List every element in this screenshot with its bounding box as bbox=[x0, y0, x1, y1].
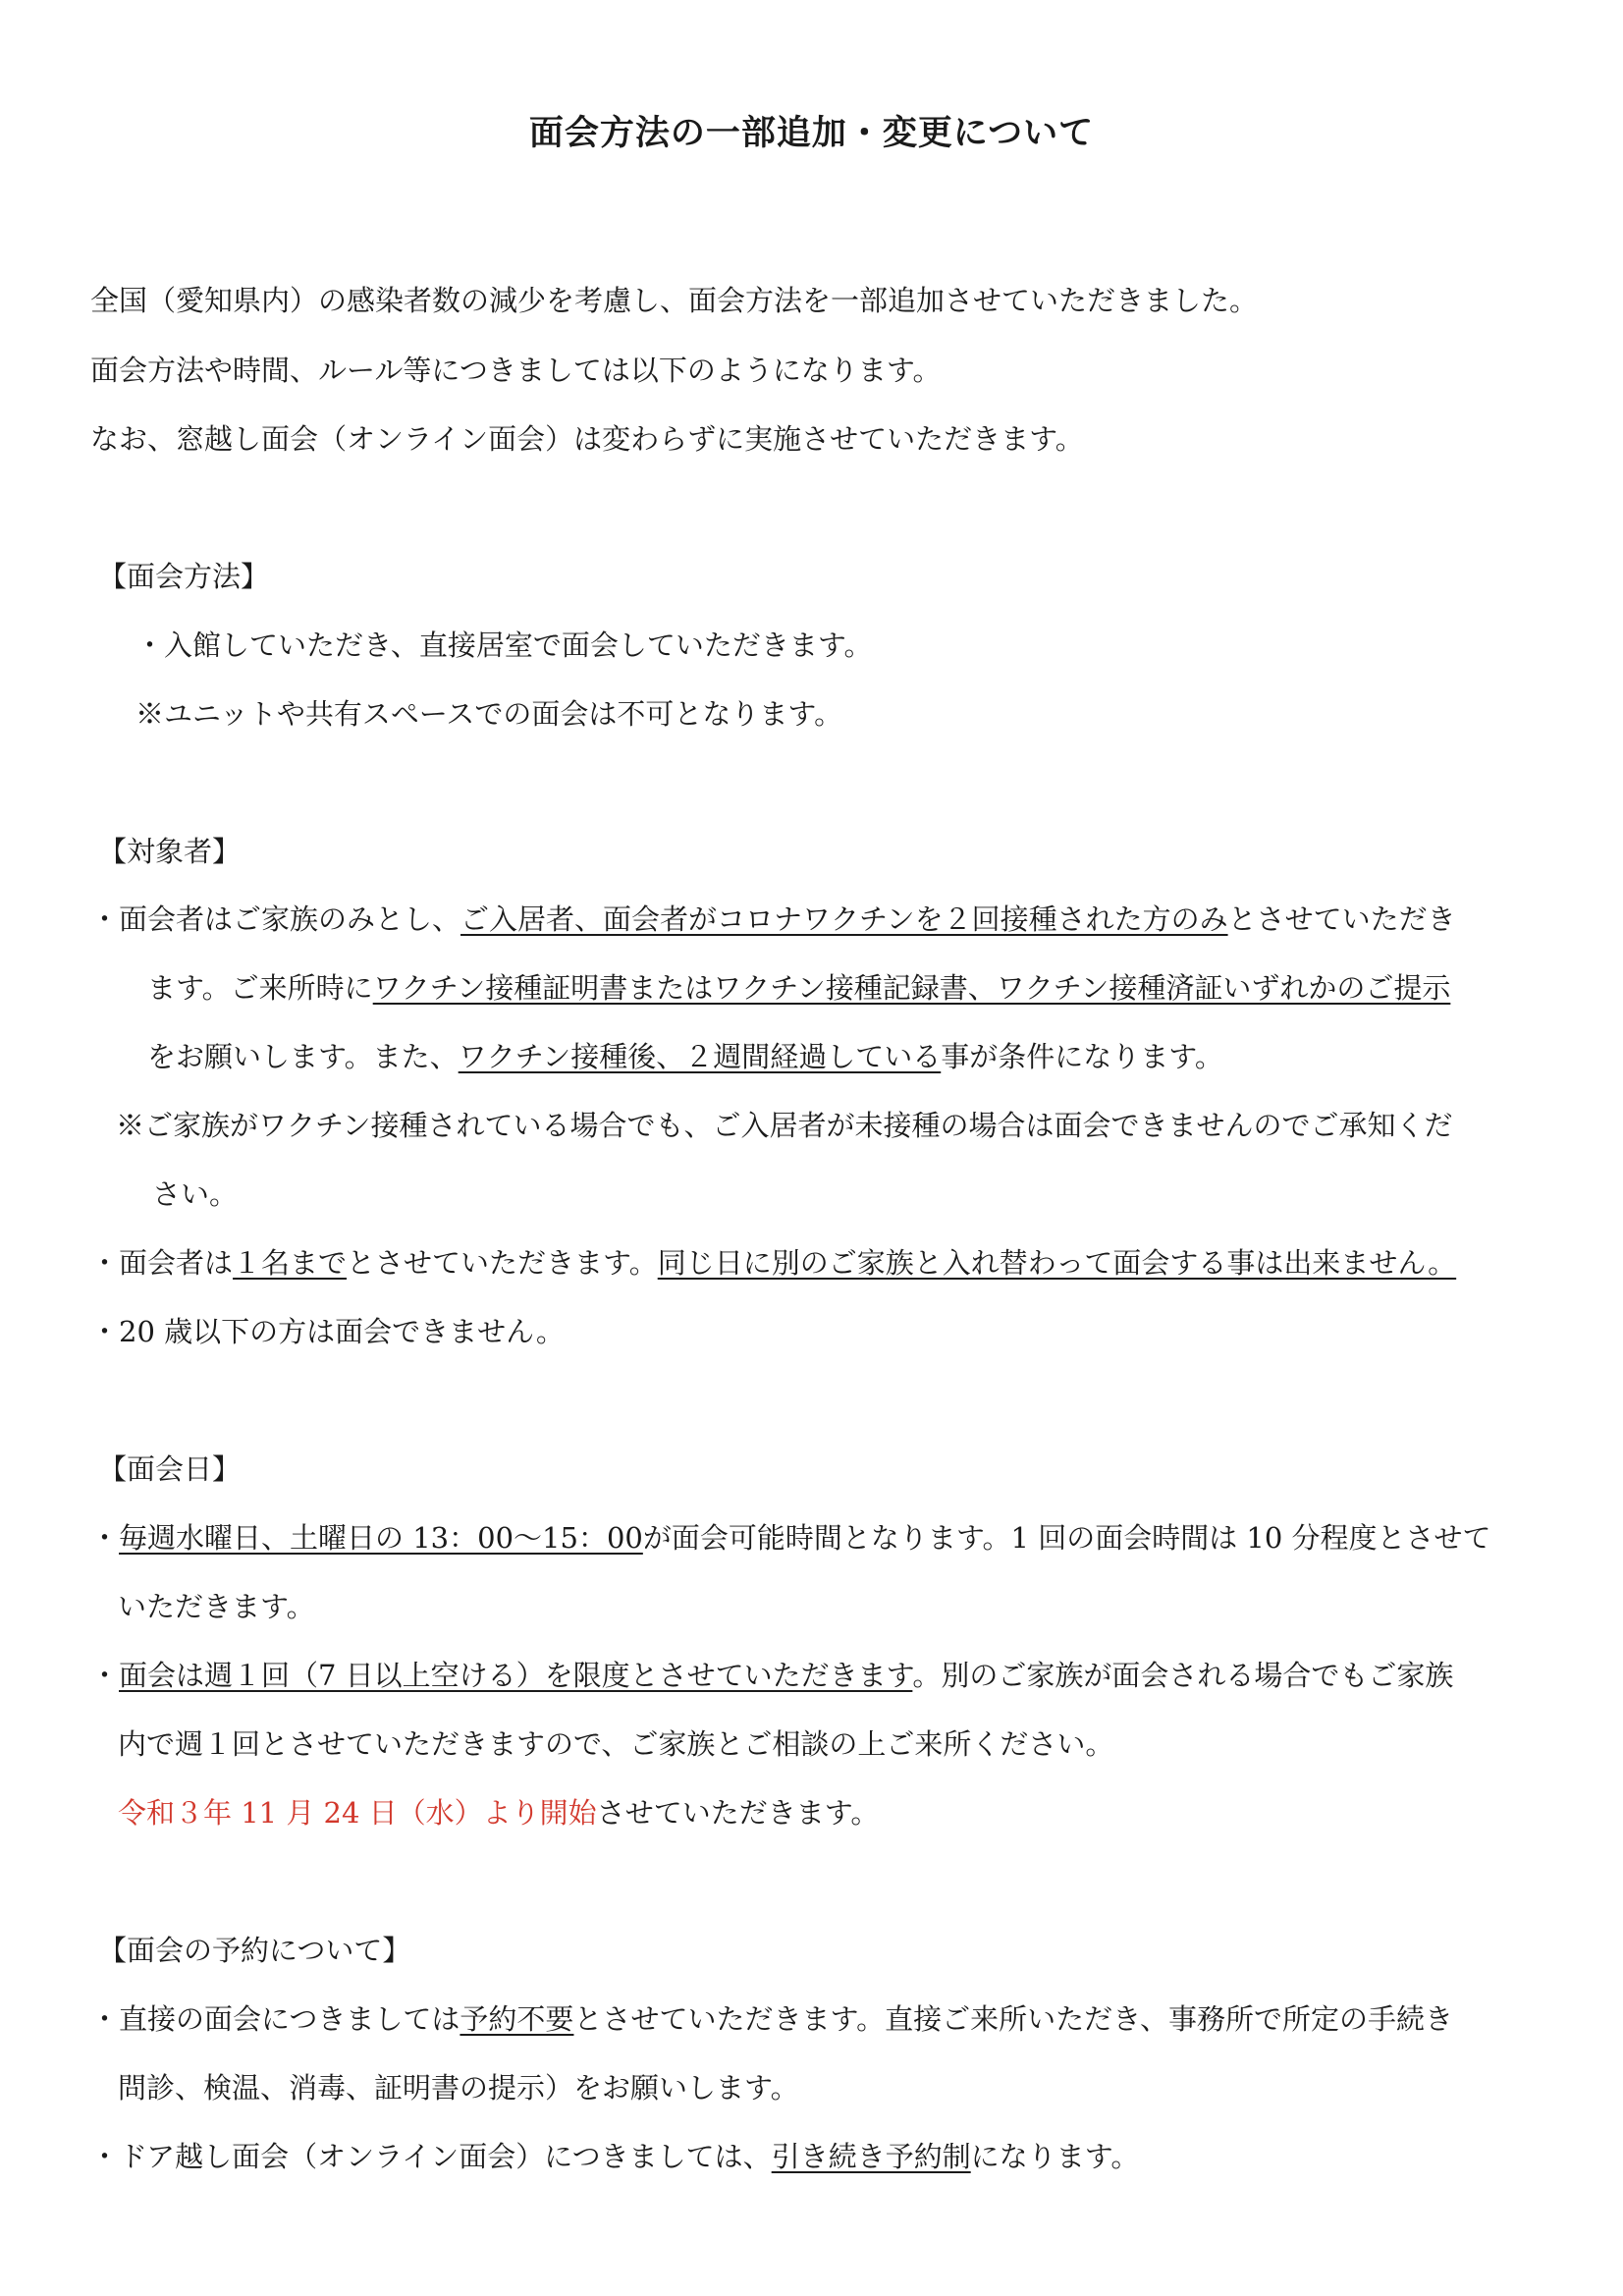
text: とさせていただき bbox=[1227, 902, 1456, 936]
text: になります。 bbox=[970, 2140, 1140, 2173]
text: ・ドア越し面会（オンライン面会）につきましては、 bbox=[90, 2140, 772, 2173]
text: ・面会者はご家族のみとし、 bbox=[90, 902, 461, 936]
target-note-2: さい。 bbox=[152, 1177, 239, 1211]
reservation-line-3 bbox=[90, 2137, 1139, 2176]
text: ・ bbox=[90, 1521, 120, 1555]
method-item: ・入館していただき、直接居室で面会していただきます。 bbox=[135, 629, 873, 662]
day-start-line bbox=[118, 1793, 879, 1832]
underlined-text: 引き続き予約制 bbox=[771, 2140, 971, 2173]
target-line-3 bbox=[147, 1037, 1223, 1076]
day-heading: 【面会日】 bbox=[98, 1452, 242, 1486]
underlined-text: ワクチン接種後、２週間経過している bbox=[458, 1040, 942, 1073]
target-heading: 【対象者】 bbox=[98, 835, 242, 868]
target-line-1 bbox=[90, 900, 1456, 939]
underlined-text: 面会は週１回（7 日以上空ける）を限度とさせていただきます bbox=[119, 1659, 913, 1692]
underlined-text: 毎週水曜日、土曜日の 13：00～15：00 bbox=[119, 1521, 643, 1555]
method-heading: 【面会方法】 bbox=[98, 560, 270, 593]
text: 。別のご家族が面会される場合でもご家族 bbox=[912, 1659, 1454, 1692]
underlined-text: ワクチン接種証明書またはワクチン接種記録書、ワクチン接種済証いずれかのご提示 bbox=[372, 971, 1451, 1005]
target-line-2 bbox=[147, 968, 1450, 1008]
reservation-line-2: 問診、検温、消毒、証明書の提示）をお願いします。 bbox=[118, 2071, 799, 2105]
text: とさせていただきます。直接ご来所いただき、事務所で所定の手続き bbox=[573, 2002, 1453, 2036]
text: 事が条件になります。 bbox=[941, 1040, 1223, 1073]
intro-line-2: 面会方法や時間、ルール等につきましては以下のようになります。 bbox=[90, 354, 942, 387]
underlined-text: １名まで bbox=[233, 1246, 348, 1280]
target-line-4 bbox=[90, 1243, 1456, 1283]
text: が面会可能時間となります。1 回の面会時間は 10 分程度とさせて bbox=[642, 1521, 1491, 1555]
day-line-1 bbox=[90, 1518, 1491, 1558]
target-note-1: ※ご家族がワクチン接種されている場合でも、ご入居者が未接種の場合は面会できませんのでご承知くだ bbox=[116, 1109, 1453, 1142]
underlined-text: ご入居者、面会者がコロナワクチンを２回接種された方のみ bbox=[460, 902, 1228, 936]
text: ます。ご来所時に bbox=[147, 971, 373, 1005]
reservation-line-1 bbox=[90, 1999, 1453, 2039]
text: ・面会者は bbox=[90, 1246, 234, 1280]
reservation-heading: 【面会の予約について】 bbox=[98, 1934, 411, 1967]
text: させていただきます。 bbox=[596, 1796, 880, 1830]
target-line-5: ・20 歳以下の方は面会できません。 bbox=[90, 1315, 565, 1348]
day-line-4: 内で週１回とさせていただきますので、ご家族とご相談の上ご来所ください。 bbox=[118, 1727, 1114, 1761]
underlined-text: 同じ日に別のご家族と入れ替わって面会する事は出来ません。 bbox=[657, 1246, 1457, 1280]
start-date-text: 令和３年 11 月 24 日（水）より開始 bbox=[118, 1796, 597, 1830]
text: とさせていただきます。 bbox=[347, 1246, 658, 1280]
intro-line-3: なお、窓越し面会（オンライン面会）は変わらずに実施させていただきます。 bbox=[90, 422, 1084, 456]
text: ・直接の面会につきましては bbox=[90, 2002, 460, 2036]
intro-line-1: 全国（愛知県内）の感染者数の減少を考慮し、面会方法を一部追加させていただきました。 bbox=[90, 284, 1259, 317]
day-line-3 bbox=[90, 1656, 1453, 1695]
day-line-2: いただきます。 bbox=[118, 1590, 315, 1623]
text: ・ bbox=[90, 1659, 120, 1692]
method-note: ※ユニットや共有スペースでの面会は不可となります。 bbox=[135, 697, 843, 731]
text: をお願いします。また、 bbox=[147, 1040, 459, 1073]
underlined-text: 予約不要 bbox=[460, 2002, 574, 2036]
page-title: 面会方法の一部追加・変更について bbox=[528, 114, 1095, 153]
